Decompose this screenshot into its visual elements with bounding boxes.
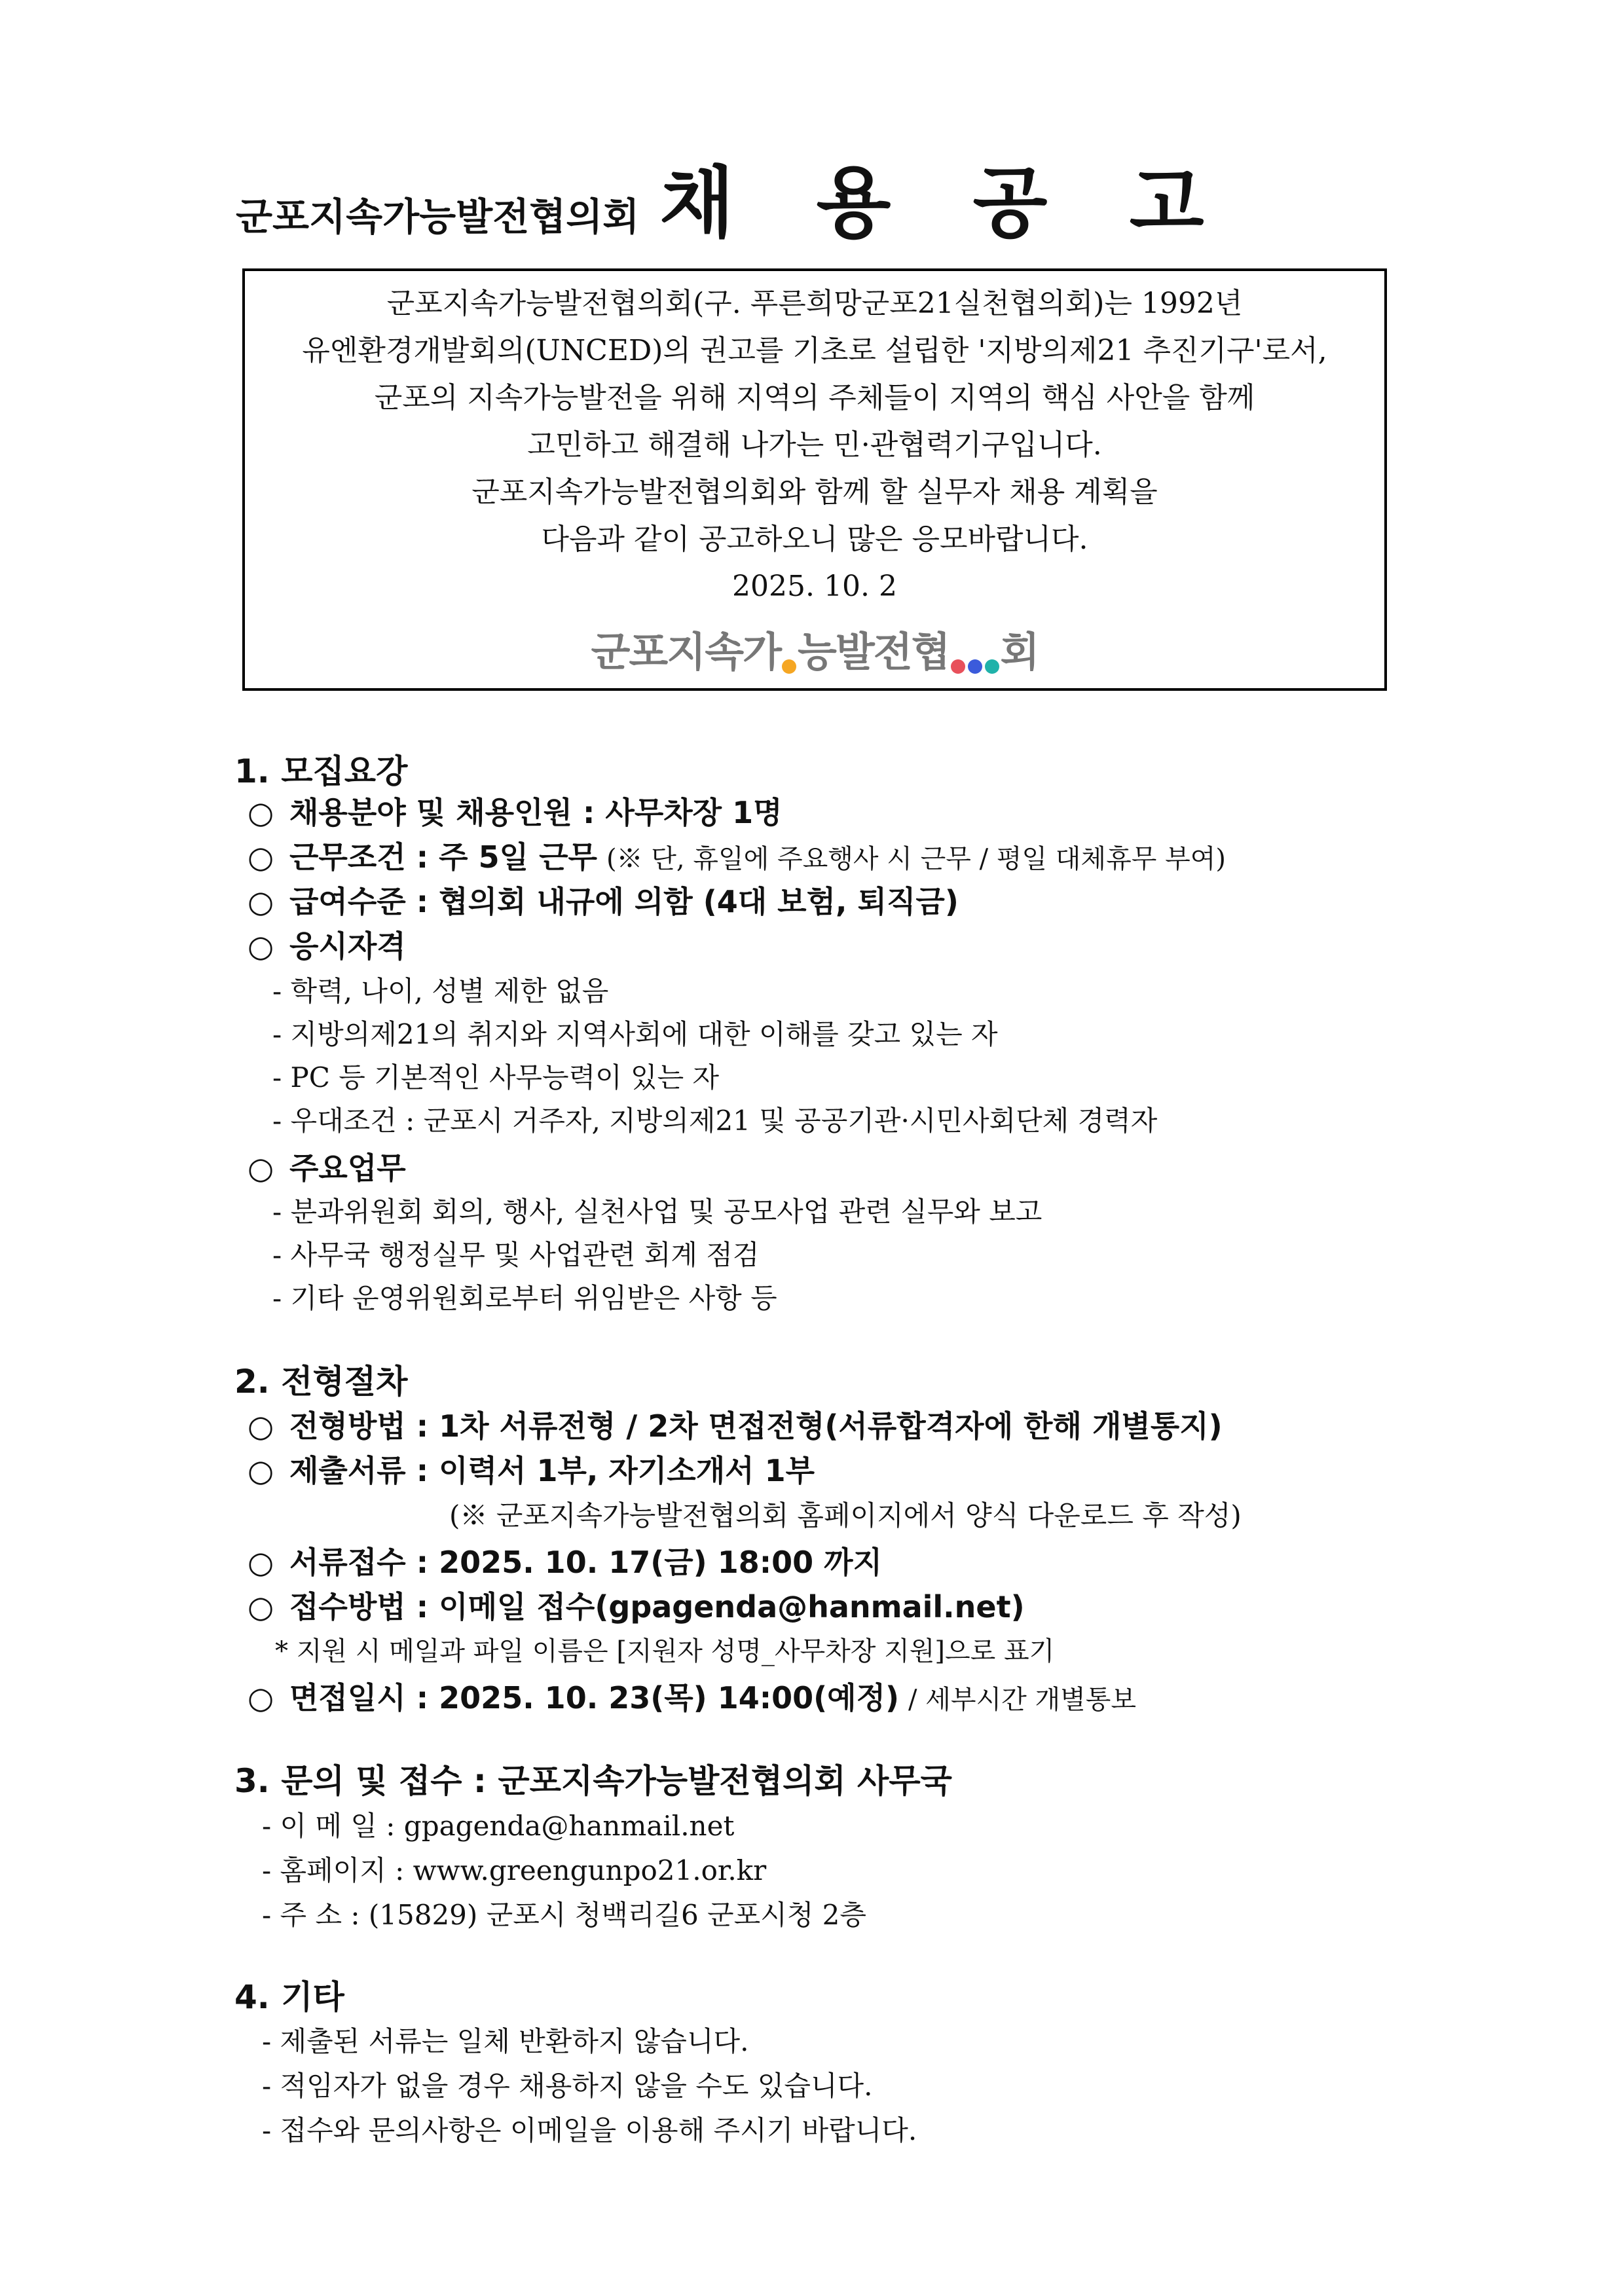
contact-email: - 이 메 일 : gpagenda@hanmail.net [262,1810,735,1842]
intro-line: 고민하고 해결해 나가는 민·관협력기구입니다. [527,428,1102,462]
logo-text-a: 군포지속가 [591,628,781,676]
bullet-label: 전형방법 : 1차 서류전형 / 2차 면접전형(서류합격자에 한해 개별통지) [289,1408,1223,1444]
bullet-position [248,789,783,832]
documents-note: (※ 군포지속가능발전협의회 홈페이지에서 양식 다운로드 후 작성) [449,1499,1242,1532]
list-item: - 제출된 서류는 일체 반환하지 않습니다. [262,2025,749,2057]
circle-bullet-icon: ○ [248,928,274,964]
logo-dot-red-icon [951,659,965,674]
logo-dot-orange-icon [782,659,796,674]
circle-bullet-icon: ○ [248,1589,274,1625]
section-title-recruitment: 1. 모집요강 [234,752,408,790]
logo-dot-teal-icon [985,659,999,674]
section-title-contact: 3. 문의 및 접수 : 군포지속가능발전협의회 사무국 [234,1762,952,1800]
bullet-main-duties [248,1145,406,1188]
bullet-label: 서류접수 : 2025. 10. 17(금) 18:00 까지 [289,1545,883,1580]
list-item: - 지방의제21의 취지와 지역사회에 대한 이해를 갖고 있는 자 [272,1018,998,1050]
list-item: - 사무국 행정실무 및 사업관련 회계 점검 [272,1239,760,1271]
org-logo [591,619,1039,678]
intro-date: 2025. 10. 2 [732,570,897,603]
bullet-note: / 세부시간 개별통보 [908,1685,1137,1715]
bullet-label: 접수방법 : 이메일 접수(gpagenda@hanmail.net) [289,1589,1025,1625]
logo-text-c: 회 [1000,628,1039,676]
section-title-selection: 2. 전형절차 [234,1363,408,1401]
intro-line: 군포의 지속가능발전을 위해 지역의 주체들이 지역의 핵심 사안을 함께 [374,381,1255,414]
intro-text [245,271,1384,610]
list-item: - PC 등 기본적인 사무능력이 있는 자 [272,1061,720,1093]
bullet-label: 급여수준 : 협의회 내규에 의함 (4대 보험, 퇴직금) [289,884,959,919]
doc-title: 채 용 공 고 [659,158,1232,248]
contact-address: - 주 소 : (15829) 군포시 청백리길6 군포시청 2층 [262,1899,866,1931]
bullet-qualifications [248,923,406,966]
bullet-application-method [248,1583,1025,1626]
bullet-documents [248,1447,815,1490]
bullet-label: 근무조건 : 주 5일 근무 [289,839,597,875]
intro-box [242,268,1387,691]
circle-bullet-icon: ○ [248,884,274,919]
bullet-label: 응시자격 [289,928,406,964]
bullet-label: 주요업무 [289,1150,406,1186]
bullet-selection-method [248,1403,1223,1446]
bullet-salary [248,878,959,921]
list-item: - 접수와 문의사항은 이메일을 이용해 주시기 바랍니다. [262,2114,917,2146]
circle-bullet-icon: ○ [248,1453,274,1488]
circle-bullet-icon: ○ [248,1150,274,1186]
bullet-document-deadline [248,1539,882,1582]
list-item: - 학력, 나이, 성별 제한 없음 [272,975,609,1007]
circle-bullet-icon: ○ [248,795,274,830]
list-item: - 우대조건 : 군포시 거주자, 지방의제21 및 공공기관·시민사회단체 경력자 [272,1105,1158,1137]
intro-line: 군포지속가능발전협의회와 함께 할 실무자 채용 계획을 [471,475,1158,509]
org-name: 군포지속가능발전협의회 [236,194,640,239]
intro-line: 유엔환경개발회의(UNCED)의 권고를 기초로 설립한 '지방의제21 추진기구'로서, [302,334,1327,367]
bullet-work-conditions [248,834,1226,877]
intro-line: 군포지속가능발전협의회(구. 푸른희망군포21실천협의회)는 1992년 [386,287,1243,320]
bullet-label: 채용분야 및 채용인원 : 사무차장 1명 [289,795,783,830]
section-title-etc: 4. 기타 [234,1978,344,2016]
bullet-label: 제출서류 : 이력서 1부, 자기소개서 1부 [289,1453,815,1488]
bullet-interview-date [248,1674,1136,1717]
bullet-label: 면접일시 : 2025. 10. 23(목) 14:00(예정) [289,1680,900,1716]
logo-text-b: 능발전협 [797,628,950,676]
contact-homepage: - 홈페이지 : www.greengunpo21.or.kr [262,1854,767,1886]
circle-bullet-icon: ○ [248,839,274,875]
circle-bullet-icon: ○ [248,1545,274,1580]
title-row [236,141,1232,248]
list-item: - 분과위원회 회의, 행사, 실천사업 및 공모사업 관련 실무와 보고 [272,1196,1043,1228]
logo-dot-blue-icon [968,659,982,674]
circle-bullet-icon: ○ [248,1680,274,1716]
circle-bullet-icon: ○ [248,1408,274,1444]
intro-line: 다음과 같이 공고하오니 많은 응모바랍니다. [541,523,1088,556]
list-item: - 적임자가 없을 경우 채용하지 않을 수도 있습니다. [262,2070,873,2102]
list-item: - 기타 운영위원회로부터 위임받은 사항 등 [272,1282,777,1314]
application-note: * 지원 시 메일과 파일 이름은 [지원자 성명_사무차장 지원]으로 표기 [275,1636,1055,1666]
bullet-note: (※ 단, 휴일에 주요행사 시 근무 / 평일 대체휴무 부여) [606,844,1226,874]
